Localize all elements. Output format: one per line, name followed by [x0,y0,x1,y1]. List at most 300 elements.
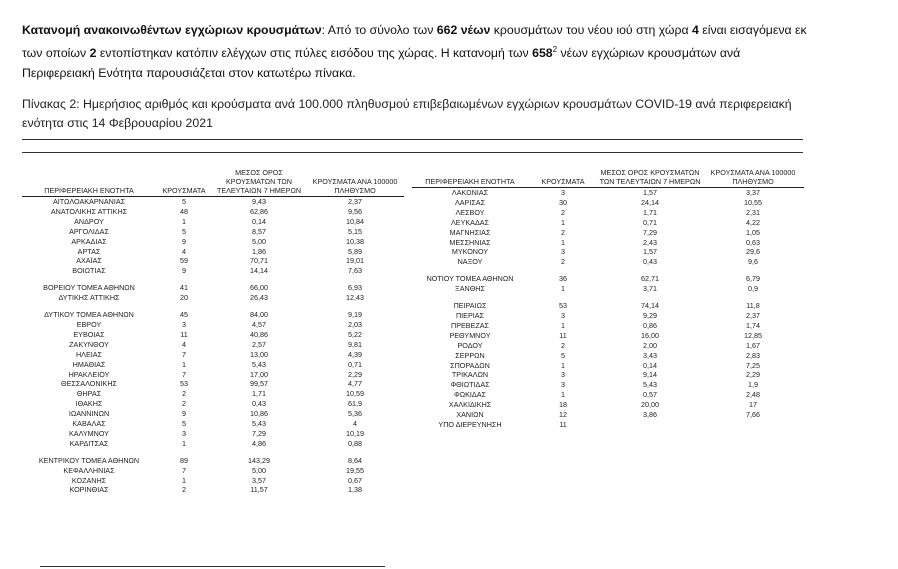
cell-cases: 12 [559,410,567,420]
intro-text-3: είναι εισαγόμενα εκ των οποίων [22,23,807,61]
cell-cases: 7 [182,369,186,379]
cell-region: ΑΡΚΑΔΙΑΣ [71,236,107,246]
cell-per100k: 3,37 [746,188,760,197]
cell-per100k [702,294,804,301]
intro-paragraph [22,20,812,83]
cell-region: ΗΛΕΙΑΣ [75,349,103,359]
table-row [22,247,404,257]
table-row [22,456,404,466]
cell-region: ΑΡΓΟΛΙΔΑΣ [69,226,109,236]
cell-avg7: 40,86 [250,329,268,339]
cell-avg7: 70,71 [250,256,268,266]
table-row [412,370,804,380]
table-row [22,197,404,207]
cell-cases: 1 [561,237,565,247]
cell-cases: 3 [561,370,565,380]
cell-region: ΚΑΒΑΛΑΣ [72,419,106,429]
cell-per100k: 5,22 [348,329,362,339]
cell-per100k: 10,19 [346,428,364,438]
table-row [412,294,804,301]
cell-avg7 [598,294,702,301]
cell-cases: 4 [182,246,186,256]
header-per100k: ΚΡΟΥΣΜΑΤΑ ΑΝΑ 100000 ΠΛΗΘΥΣΜΟ [702,168,804,188]
table-row [412,208,804,218]
table-row [22,360,404,370]
cell-cases: 59 [180,256,188,266]
cell-avg7: 16,00 [641,330,659,340]
cell-region: ΑΧΑΪΑΣ [76,256,102,266]
cell-cases [528,294,598,301]
cell-per100k [702,267,804,274]
cell-per100k: 2,48 [746,390,760,400]
cell-region: ΝΟΤΙΟΥ ΤΟΜΕΑ ΑΘΗΝΩΝ [426,274,514,284]
cell-avg7: 5,00 [252,236,266,246]
cell-region: ΚΟΖΑΝΗΣ [71,475,107,485]
table-row [22,256,404,266]
cell-cases: 4 [182,339,186,349]
cell-region: ΕΥΒΟΙΑΣ [73,329,105,339]
cell-avg7: 8,57 [252,226,266,236]
cell-cases: 7 [182,465,186,475]
table-row [22,320,404,330]
table-row [22,476,404,486]
cell-per100k: 4,39 [348,349,362,359]
cell-per100k: 1,9 [748,380,758,390]
cell-avg7: 0,71 [643,217,657,227]
cell-avg7: 5,43 [643,380,657,390]
table-row [22,419,404,429]
cell-avg7: 0,57 [643,390,657,400]
cell-avg7: 0,14 [252,216,266,226]
cell-region: ΗΜΑΘΙΑΣ [72,359,106,369]
cell-avg7: 2,00 [643,340,657,350]
table-row [412,301,804,311]
cell-avg7: 0,86 [643,320,657,330]
cell-avg7: 1,57 [643,247,657,257]
cell-avg7: 1,71 [252,389,266,399]
cell-cases: 3 [561,188,565,197]
table-row [22,429,404,439]
cell-avg7: 9,29 [643,310,657,320]
cell-per100k: 0,63 [746,237,760,247]
table-row [22,399,404,409]
cell-region: ΦΘΙΩΤΙΔΑΣ [450,380,490,390]
cell-avg7 [212,303,306,310]
table-row [22,266,404,276]
cell-cases: 18 [559,400,567,410]
caption-rule-top [22,139,803,140]
table-row [412,380,804,390]
cell-region: ΛΕΣΒΟΥ [455,207,485,217]
cell-avg7: 0,14 [643,360,657,370]
cell-region [412,294,528,301]
cell-per100k: 10,55 [744,197,762,207]
cell-region: ΔΥΤΙΚΗΣ ΑΤΤΙΚΗΣ [58,293,120,303]
cell-cases: 7 [182,349,186,359]
cell-avg7: 0,43 [643,257,657,267]
cell-per100k: 1,38 [348,485,362,495]
table-row [22,389,404,399]
cell-avg7: 74,14 [641,301,659,311]
intro-text-1: : Από το σύνολο των [321,23,437,37]
header-region: ΠΕΡΙΦΕΡΕΙΑΚΗ ΕΝΟΤΗΤΑ [22,168,156,197]
cell-cases [528,267,598,274]
cell-avg7: 3,57 [252,475,266,485]
cell-region: ΚΑΛΥΜΝΟΥ [69,428,109,438]
cell-per100k: 7,66 [746,410,760,420]
cell-avg7: 3,86 [643,410,657,420]
cell-avg7: 13,00 [250,349,268,359]
cell-avg7: 2,43 [643,237,657,247]
cell-region: ΘΕΣΣΑΛΟΝΙΚΗΣ [61,379,117,389]
table-row [412,400,804,410]
cell-per100k [306,276,404,283]
cell-per100k: 19,55 [346,465,364,475]
cell-region: ΜΥΚΟΝΟΥ [451,247,489,257]
cell-cases: 5 [182,419,186,429]
table-row [412,218,804,228]
cell-region: ΙΘΑΚΗΣ [75,399,103,409]
cell-per100k: 61,9 [348,399,362,409]
cell-avg7: 62,71 [641,274,659,284]
table-row [412,267,804,274]
table-row [412,361,804,371]
cell-per100k: 5,36 [348,409,362,419]
cell-cases: 89 [180,455,188,465]
table-row [412,228,804,238]
table-row [412,257,804,267]
cell-per100k: 6,93 [348,283,362,293]
table-row [412,331,804,341]
cell-avg7: 3,43 [643,350,657,360]
cell-region: ΒΟΡΕΙΟΥ ΤΟΜΕΑ ΑΘΗΝΩΝ [43,283,135,293]
cell-region: ΜΕΣΣΗΝΙΑΣ [449,237,491,247]
table-bottom-rule [40,566,385,567]
cell-per100k: 10,59 [346,389,364,399]
cell-cases [156,276,212,283]
cell-avg7: 9,14 [643,370,657,380]
cell-region: ΠΙΕΡΙΑΣ [455,310,484,320]
cell-cases [156,303,212,310]
table-row [22,379,404,389]
table-row [22,217,404,227]
cell-per100k: 2,37 [348,197,362,206]
cell-avg7: 5,43 [252,419,266,429]
cell-avg7: 11,57 [250,485,268,495]
intro-domestic-cases: 658 [532,46,553,61]
cell-region: ΕΒΡΟΥ [76,319,102,329]
cell-per100k: 9,56 [348,206,362,216]
cell-per100k [306,303,404,310]
cell-per100k: 7,25 [746,360,760,370]
cell-avg7: 62,86 [250,206,268,216]
table-row [22,466,404,476]
cell-cases: 5 [182,197,186,206]
table-row [412,311,804,321]
cell-cases: 2 [561,207,565,217]
cell-per100k: 9,19 [348,310,362,320]
table-row [412,284,804,294]
cell-cases: 36 [559,274,567,284]
cell-avg7: 1,71 [643,207,657,217]
table-row [22,207,404,217]
cell-per100k [702,420,804,430]
cell-region: ΡΕΘΥΜΝΟΥ [449,330,491,340]
table-row [22,227,404,237]
cell-cases: 1 [182,216,186,226]
cell-region: ΠΡΕΒΕΖΑΣ [451,320,489,330]
table-row [22,237,404,247]
cell-cases: 5 [561,350,565,360]
cell-cases: 3 [182,428,186,438]
intro-footnote-ref: 2 [552,45,558,54]
cell-per100k: 2,83 [746,350,760,360]
cell-per100k: 9,6 [748,257,758,267]
cell-avg7: 143,29 [248,455,270,465]
intro-text-5: νέων εγχώριων κρουσμάτων ανά Περιφερειακή Ενότητα παρουσιάζεται στον κατωτέρω πίνακα. [22,46,741,81]
cell-per100k: 12,85 [744,330,762,340]
cell-cases: 3 [561,310,565,320]
cell-avg7: 5,00 [252,465,266,475]
header-region: ΠΕΡΙΦΕΡΕΙΑΚΗ ΕΝΟΤΗΤΑ [412,168,528,188]
cell-per100k: 4,77 [348,379,362,389]
cell-per100k: 0,67 [348,475,362,485]
cell-per100k: 11,8 [746,301,760,311]
cell-per100k: 10,38 [346,236,364,246]
cell-region [22,276,156,283]
cell-per100k [306,449,404,456]
cell-region: ΞΑΝΘΗΣ [455,284,485,294]
cell-avg7: 7,29 [252,428,266,438]
cell-cases: 53 [180,379,188,389]
cell-region: ΔΥΤΙΚΟΥ ΤΟΜΕΑ ΑΘΗΝΩΝ [44,310,134,320]
cell-region: ΠΕΙΡΑΙΩΣ [453,301,487,311]
table-row [22,283,404,293]
table-row [22,350,404,360]
table-row [412,247,804,257]
cell-region [412,267,528,274]
cell-cases: 3 [182,319,186,329]
cell-avg7: 1,86 [252,246,266,256]
cell-per100k: 0,9 [748,284,758,294]
table-row [22,439,404,449]
cell-region: ΚΑΡΔΙΤΣΑΣ [69,438,109,448]
cell-region: ΘΗΡΑΣ [76,389,102,399]
cell-cases: 2 [182,485,186,495]
cell-region: ΗΡΑΚΛΕΙΟΥ [68,369,110,379]
cell-avg7: 26,43 [250,293,268,303]
intro-text-4: εντοπίστηκαν κατόπιν ελέγχων στις πύλες εισόδου της χώρας. Η κατανομή των [96,46,533,61]
table-row [22,303,404,310]
table-row [412,198,804,208]
cell-cases: 2 [182,389,186,399]
cell-cases: 45 [180,310,188,320]
cell-avg7: 10,86 [250,409,268,419]
cell-avg7 [598,267,702,274]
cell-avg7: 99,57 [250,379,268,389]
cell-avg7: 0,43 [252,399,266,409]
cell-per100k: 2,29 [746,370,760,380]
header-cases: ΚΡΟΥΣΜΑΤΑ [528,168,598,188]
intro-text-2: κρουσμάτων του νέου ιού στη χώρα [490,23,693,37]
header-cases: ΚΡΟΥΣΜΑΤΑ [156,168,212,197]
cell-region: ΚΕΝΤΡΙΚΟΥ ΤΟΜΕΑ ΑΘΗΝΩΝ [38,455,140,465]
cell-per100k: 2,37 [746,310,760,320]
cell-per100k: 0,88 [348,438,362,448]
cell-per100k: 9,81 [348,339,362,349]
cell-region: ΧΑΝΙΩΝ [456,410,484,420]
cell-cases: 2 [561,227,565,237]
cell-cases: 53 [559,301,567,311]
cell-region: ΧΑΛΚΙΔΙΚΗΣ [448,400,492,410]
cell-region: ΥΠΟ ΔΙΕΡΕΥΝΗΣΗ [438,419,502,429]
cell-cases: 11 [559,419,567,429]
cell-cases: 48 [180,206,188,216]
cell-cases: 20 [180,293,188,303]
cell-region: ΛΑΚΩΝΙΑΣ [451,188,489,197]
cell-cases [156,449,212,456]
table-row [22,330,404,340]
caption-rule-bottom [22,152,803,153]
table-row [22,370,404,380]
table-row [412,410,804,420]
cell-per100k: 5,15 [348,226,362,236]
cell-region: ΣΕΡΡΩΝ [455,350,485,360]
cell-region: ΛΕΥΚΑΔΑΣ [450,217,489,227]
cell-cases: 41 [180,283,188,293]
cell-cases: 9 [182,409,186,419]
cell-per100k: 7,63 [348,266,362,276]
table-row [412,238,804,248]
header-avg7: ΜΕΣΟΣ ΟΡΟΣ ΚΡΟΥΣΜΑΤΩΝ ΤΩΝ ΤΕΛΕΥΤΑΙΩΝ 7 ΗΜΕΡΩΝ [212,168,306,197]
cell-cases: 1 [561,217,565,227]
cell-avg7: 1,57 [643,188,657,197]
cell-avg7: 4,86 [252,438,266,448]
table-right-header [412,168,804,188]
cell-avg7: 9,43 [252,197,266,206]
cell-region: ΑΡΤΑΣ [77,246,101,256]
table-row [412,274,804,284]
cell-cases: 3 [561,247,565,257]
intro-new-cases: 662 νέων [436,23,491,37]
table-row [22,293,404,303]
header-per100k: ΚΡΟΥΣΜΑΤΑ ΑΝΑ 100000 ΠΛΗΘΥΣΜΟ [306,168,404,197]
cell-per100k: 2,29 [348,369,362,379]
cell-cases: 1 [182,438,186,448]
cell-region: ΙΩΑΝΝΙΝΩΝ [68,409,110,419]
cell-per100k: 17 [749,400,757,410]
cell-avg7: 2,57 [252,339,266,349]
cell-per100k: 5,89 [348,246,362,256]
cell-per100k: 10,84 [346,216,364,226]
cell-cases: 3 [561,380,565,390]
table-row [22,485,404,495]
cell-cases: 1 [182,475,186,485]
cell-region: ΦΩΚΙΔΑΣ [454,390,486,400]
cell-cases: 1 [561,360,565,370]
cell-avg7: 4,57 [252,319,266,329]
cell-avg7: 17,00 [250,369,268,379]
cell-per100k: 4 [353,419,357,429]
cell-per100k: 12,43 [346,293,364,303]
cell-region: ΣΠΟΡΑΔΩΝ [450,360,490,370]
cell-avg7: 66,00 [250,283,268,293]
cell-per100k: 6,79 [746,274,760,284]
intro-imported-cases: 4 [692,23,699,37]
cell-per100k: 29,6 [746,247,760,257]
table-row [412,390,804,400]
cell-region [22,449,156,456]
cell-cases: 9 [182,266,186,276]
cell-region: ΖΑΚΥΝΘΟΥ [69,339,109,349]
cell-region: ΤΡΙΚΑΛΩΝ [451,370,489,380]
cell-avg7: 20,00 [641,400,659,410]
cell-per100k: 2,31 [746,207,760,217]
cell-region: ΑΙΤΩΛΟΑΚΑΡΝΑΝΙΑΣ [52,197,126,206]
cell-avg7 [212,449,306,456]
table-row [412,420,804,430]
cell-region: ΜΑΓΝΗΣΙΑΣ [449,227,491,237]
cell-cases: 2 [182,399,186,409]
cell-per100k: 1,67 [746,340,760,350]
cell-region: ΛΑΡΙΣΑΣ [454,197,486,207]
cell-cases: 30 [559,197,567,207]
cell-region: ΑΝΑΤΟΛΙΚΗΣ ΑΤΤΙΚΗΣ [50,206,128,216]
table-row [22,409,404,419]
table-caption: Πίνακας 2: Ημερήσιος αριθμός και κρούσματα ανά 100.000 πληθυσμού επιβεβαιωμένων εγχώριων κρουσμάτων COVID-19 ανά περιφερειακή ενότητα στις 14 Φεβρουαρίου 2021 [22,97,792,130]
cell-region: ΝΑΞΟΥ [457,257,483,267]
cell-avg7: 14,14 [250,266,268,276]
table-row [412,188,804,198]
cell-region: ΒΟΙΩΤΙΑΣ [72,266,106,276]
cell-per100k: 8,64 [348,455,362,465]
table-row [412,351,804,361]
cell-cases: 11 [559,330,567,340]
cell-cases: 9 [182,236,186,246]
intro-border-cases: 2 [89,46,97,61]
cell-per100k: 4,22 [746,217,760,227]
table-row [412,321,804,331]
table-right [412,168,804,430]
header-avg7: ΜΕΣΟΣ ΟΡΟΣ ΚΡΟΥΣΜΑΤΩΝ ΤΩΝ ΤΕΛΕΥΤΑΙΩΝ 7 ΗΜΕΡΩΝ [599,168,701,186]
cell-region: ΡΟΔΟΥ [457,340,483,350]
cell-cases: 11 [180,329,188,339]
cell-cases: 5 [182,226,186,236]
cell-avg7: 24,14 [641,197,659,207]
table-row [22,310,404,320]
cell-per100k: 0,71 [348,359,362,369]
cell-avg7 [598,420,702,430]
cell-avg7: 5,43 [252,359,266,369]
cell-avg7: 3,71 [643,284,657,294]
cell-avg7: 7,29 [643,227,657,237]
cell-cases: 1 [561,390,565,400]
cell-per100k: 19,01 [346,256,364,266]
table-row [22,276,404,283]
table-left [22,168,404,495]
cell-per100k: 1,74 [746,320,760,330]
cell-cases: 1 [561,320,565,330]
cell-avg7: 84,00 [250,310,268,320]
table-row [22,340,404,350]
cell-per100k: 2,03 [348,319,362,329]
cell-cases: 2 [561,340,565,350]
cell-region [22,303,156,310]
cell-region: ΚΟΡΙΝΘΙΑΣ [69,485,109,495]
cell-cases: 2 [561,257,565,267]
table-left-header [22,168,404,197]
table-row [22,449,404,456]
